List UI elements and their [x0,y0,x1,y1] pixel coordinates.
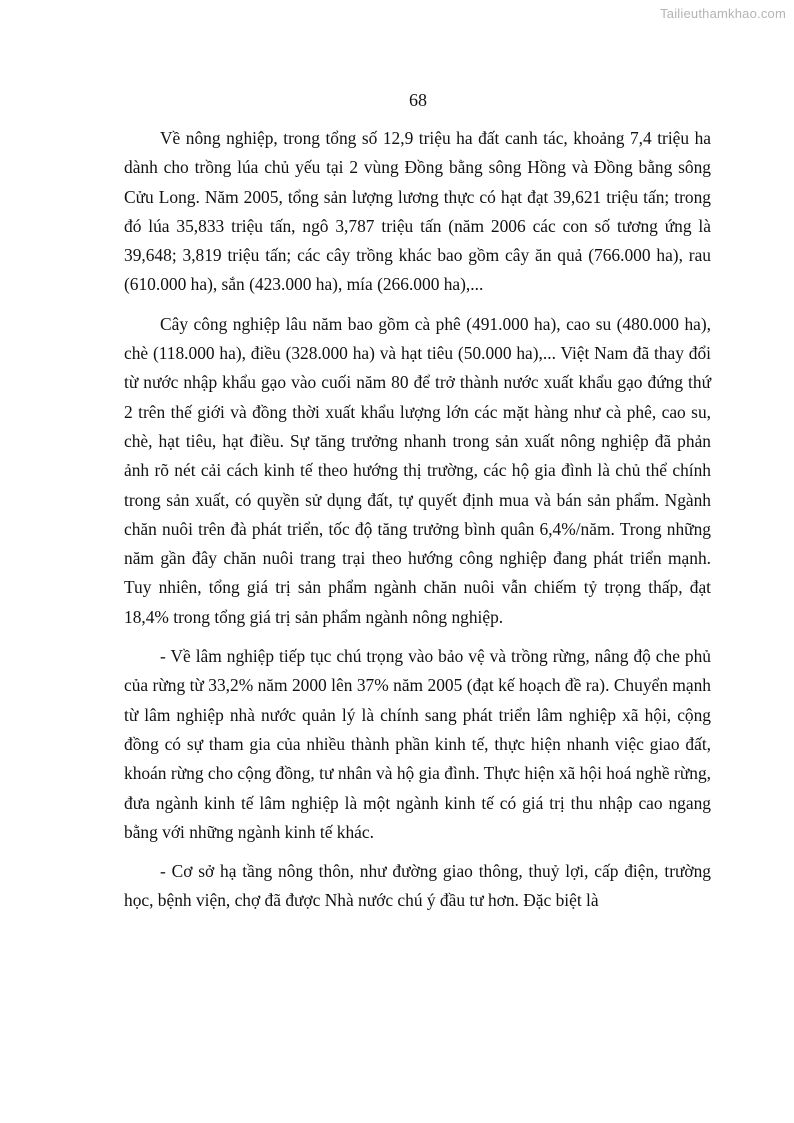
paragraph-industrial-crops: Cây công nghiệp lâu năm bao gồm cà phê (491.000 ha), cao su (480.000 ha), chè (118.000 ha), điều (328.000 ha) và hạt tiêu (50.000 ha),... Việt Nam đã thay đổi từ nước nhập khẩu gạo vào cuối năm 80 để trở thành nước xuất khẩu gạo đứng thứ 2 trên thế giới và đồng thời xuất khẩu lượng lớn các mặt hàng như cà phê, cao su, chè, hạt tiêu, hạt điều. Sự tăng trưởng nhanh trong sản xuất nông nghiệp đã phản ảnh rõ nét cải cách kinh tế theo hướng thị trường, các hộ gia đình là chủ thể chính trong sản xuất, có quyền sử dụng đất, tự quyết định mua và bán sản phẩm. Ngành chăn nuôi trên đà phát triển, tốc độ tăng trưởng bình quân 6,4%/năm. Trong những năm gần đây chăn nuôi trang trại theo hướng công nghiệp đang phát triển mạnh. Tuy nhiên, tổng giá trị sản phẩm ngành chăn nuôi vẫn chiếm tỷ trọng thấp, đạt 18,4% trong tổng giá trị sản phẩm ngành nông nghiệp. [124,313,711,627]
document-body [124,124,711,926]
paragraph-agriculture: Về nông nghiệp, trong tổng số 12,9 triệu ha đất canh tác, khoảng 7,4 triệu ha dành cho trồng lúa chủ yếu tại 2 vùng Đồng bằng sông Hồng và Đồng bằng sông Cửu Long. Năm 2005, tổng sản lượng lương thực có hạt đạt 39,621 triệu tấn; trong đó lúa 35,833 triệu tấn, ngô 3,787 triệu tấn (năm 2006 các con số tương ứng là 39,648; 3,819 triệu tấn; các cây trồng khác bao gồm cây ăn quả (766.000 ha), rau (610.000 ha), sắn (423.000 ha), mía (266.000 ha),... [124,128,711,295]
paragraph-infrastructure: - Cơ sở hạ tầng nông thôn, như đường giao thông, thuỷ lợi, cấp điện, trường học, bệnh viện, chợ đã được Nhà nước chú ý đầu tư hơn. Đặc biệt là [124,861,711,911]
watermark-text: Tailieuthamkhao.com [660,6,786,21]
page-number: 68 [409,90,427,110]
paragraph-forestry: - Về lâm nghiệp tiếp tục chú trọng vào bảo vệ và trồng rừng, nâng độ che phủ của rừng từ 33,2% năm 2000 lên 37% năm 2005 (đạt kế hoạch đề ra). Chuyển mạnh từ lâm nghiệp nhà nước quản lý là chính sang phát triển lâm nghiệp xã hội, cộng đồng có sự tham gia của nhiều thành phần kinh tế, thực hiện nhanh việc giao đất, khoán rừng cho cộng đồng, tư nhân và hộ gia đình. Thực hiện xã hội hoá nghề rừng, đưa ngành kinh tế lâm nghiệp là một ngành kinh tế có giá trị thu nhập cao ngang bằng với những ngành kinh tế khác. [124,646,711,842]
